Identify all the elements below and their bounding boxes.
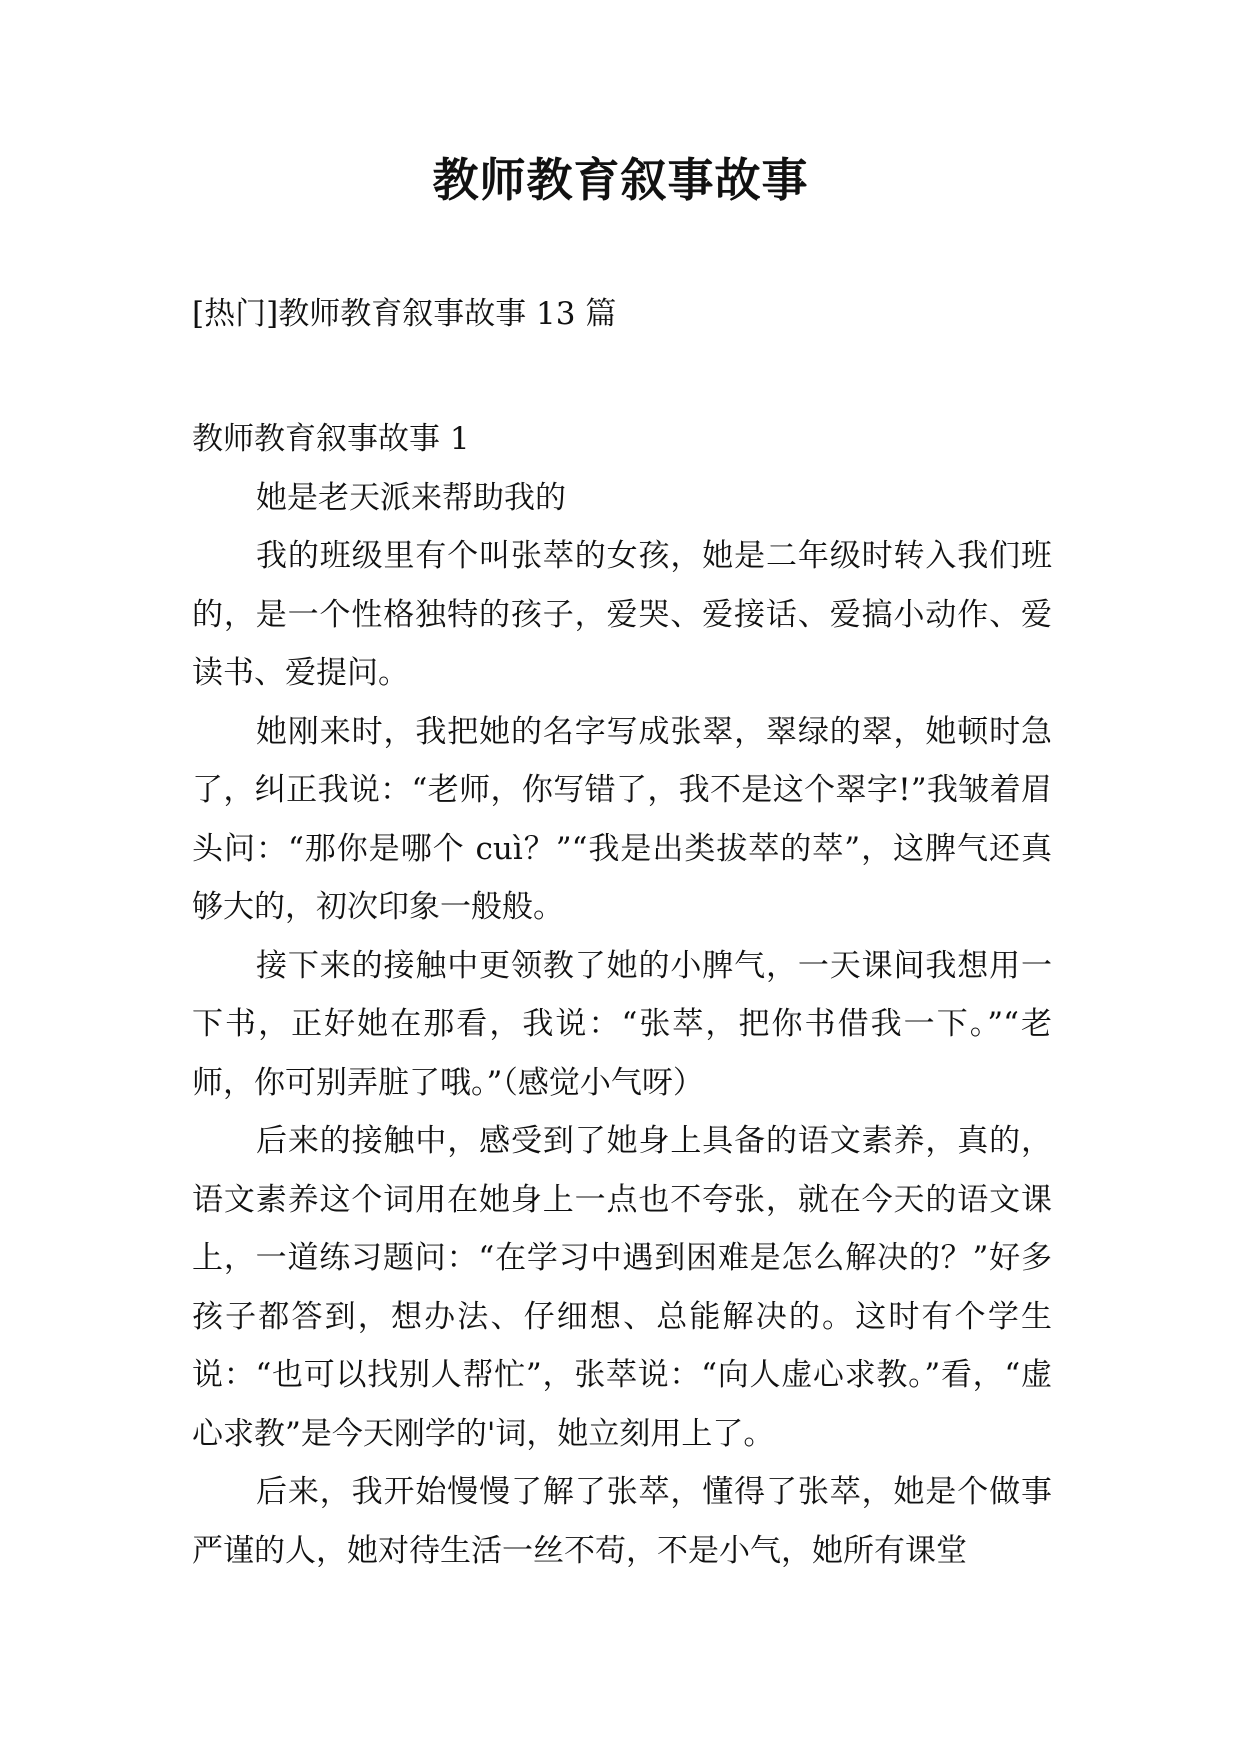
paragraph: 接下来的接触中更领教了她的小脾气，一天课间我想用一下书，正好她在那看，我说：“张萃，把你书借我一下。”“老师，你可别弄脏了哦。”（感觉小气呀） xyxy=(192,947,1052,1101)
paragraph: 她是老天派来帮助我的 xyxy=(256,479,566,516)
paragraph: 后来，我开始慢慢了解了张萃，懂得了张萃，她是个做事严谨的人，她对待生活一丝不苟，不是小气，她所有课堂 xyxy=(192,1474,1052,1569)
paragraph: 她刚来时，我把她的名字写成张翠，翠绿的翠，她顿时急了，纠正我说：“老师，你写错了，我不是这个翠字!”我皱着眉头问：“那你是哪个 cuì？”“我是出类拔萃的萃”，这脾气还真够大的，初次印象一般般。 xyxy=(192,713,1052,925)
document-title: 教师教育叙事故事 xyxy=(432,153,809,207)
document-subtitle: [热门]教师教育叙事故事 13 篇 xyxy=(192,296,617,332)
section-heading: 教师教育叙事故事 1 xyxy=(192,421,470,457)
document-body xyxy=(192,410,1052,1580)
paragraph: 后来的接触中，感受到了她身上具备的语文素养，真的，语文素养这个词用在她身上一点也不夸张，就在今天的语文课上，一道练习题问：“在学习中遇到困难是怎么解决的？”好多孩子都答到，想办法、仔细想、总能解决的。这时有个学生说：“也可以找别人帮忙”，张萃说：“向人虚心求教。”看，“虚心求教”是今天刚学的'词，她立刻用上了。 xyxy=(192,1123,1052,1452)
paragraph: 我的班级里有个叫张萃的女孩，她是二年级时转入我们班的，是一个性格独特的孩子，爱哭、爱接话、爱搞小动作、爱读书、爱提问。 xyxy=(192,538,1052,691)
